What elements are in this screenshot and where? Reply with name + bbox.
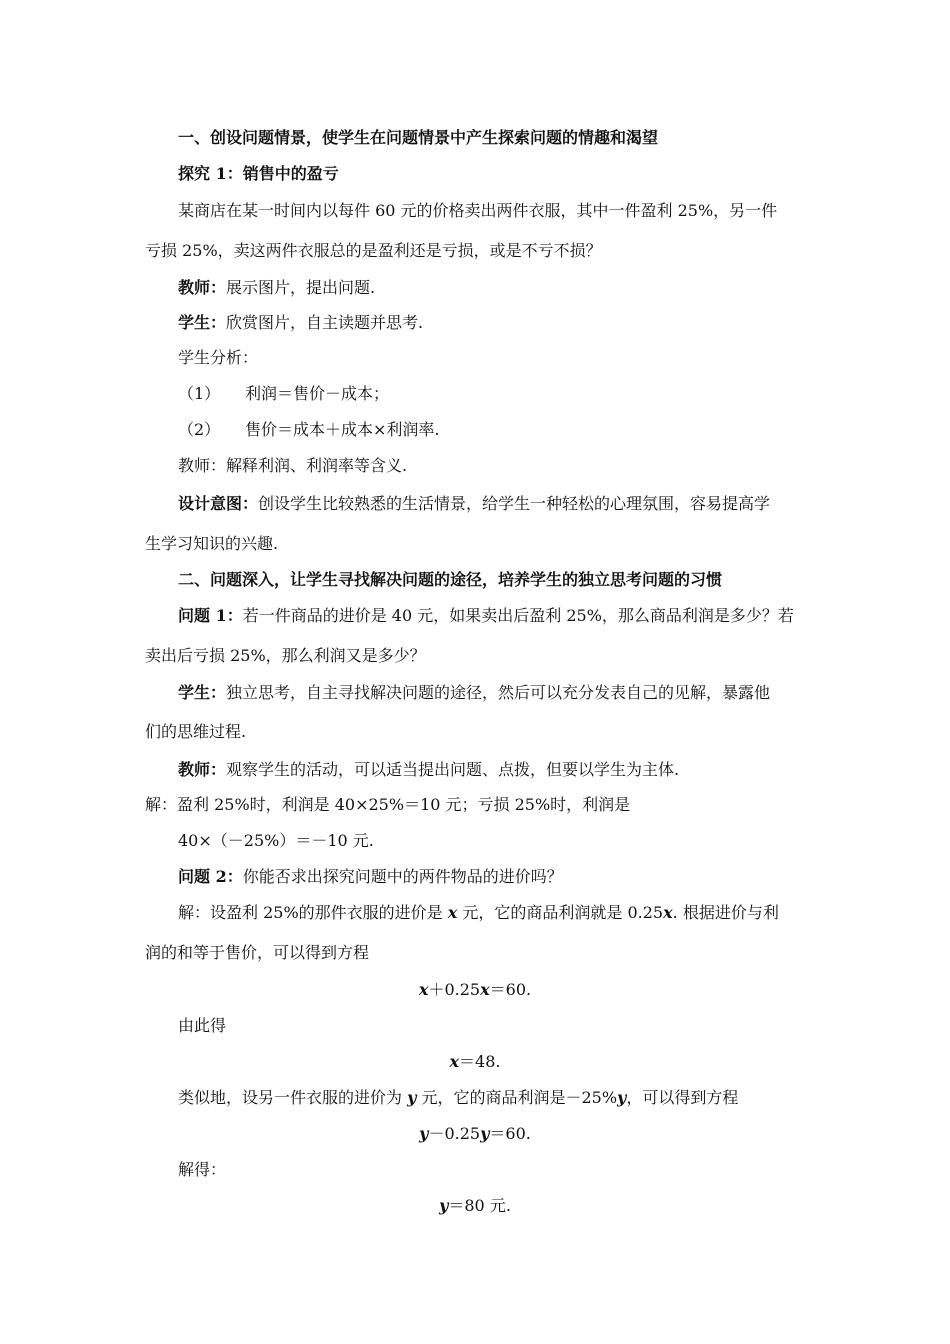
variable-y: y	[439, 1196, 449, 1215]
equation-2	[0, 1052, 950, 1072]
item-number: （2）	[178, 420, 221, 439]
analysis-item-1	[178, 384, 390, 404]
variable-x: x	[480, 980, 490, 999]
design-intent-text: 创设学生比较熟悉的生活情景，给学生一种轻松的心理氛围，容易提高学	[258, 494, 771, 513]
similar-text-c: ，可以得到方程	[626, 1088, 739, 1107]
explore-label: 探究 1：销售中的盈亏	[178, 164, 339, 183]
similar-text-b: 元，它的商品利润是－25%	[416, 1088, 618, 1107]
analysis-label: 学生分析：	[178, 348, 259, 367]
equation-part: ＝60.	[489, 980, 532, 999]
question1-line1	[178, 606, 794, 626]
student-paragraph	[178, 313, 423, 333]
equation-4	[0, 1196, 950, 1216]
therefore-text: 由此得	[178, 1016, 227, 1035]
variable-x: x	[449, 1052, 460, 1071]
item-text: 售价＝成本＋成本×利润率.	[245, 420, 440, 439]
analysis-item-2	[178, 420, 440, 440]
variable-x: x	[418, 980, 429, 999]
teacher-label: 教师：	[178, 278, 227, 297]
question2-text: 你能否求出探究问题中的两件物品的进价吗？	[242, 867, 563, 886]
design-intent-label: 设计意图：	[178, 494, 259, 513]
equation-part: ＋0.25	[428, 980, 481, 999]
similar-line	[178, 1088, 738, 1108]
solution2-line2: 润的和等于售价，可以得到方程	[145, 943, 370, 962]
student-label: 学生：	[178, 313, 227, 332]
student-thinking-line1	[178, 683, 770, 703]
problem-text-line2: 亏损 25%，卖这两件衣服总的是盈利还是亏损，或是不亏不损？	[145, 241, 602, 260]
design-intent-line1	[178, 494, 770, 514]
equation-part: ＝48.	[459, 1052, 501, 1071]
equation-part: －0.25	[428, 1124, 481, 1143]
variable-x: x	[447, 903, 458, 922]
item-text: 利润＝售价－成本；	[245, 384, 390, 403]
student-thinking-line2: 们的思维过程.	[145, 722, 247, 741]
similar-text-a: 类似地，设另一件衣服的进价为	[178, 1088, 408, 1107]
variable-x: x	[663, 903, 673, 922]
solution2-text-b: 元，它的商品利润就是 0.25	[457, 903, 664, 922]
solution2-text-c: . 根据进价与利	[672, 903, 779, 922]
problem-text-line1: 某商店在某一时间内以每件 60 元的价格卖出两件衣服，其中一件盈利 25%，另一件	[178, 201, 778, 220]
equation-part: ＝60.	[489, 1124, 531, 1143]
solution1-line1: 解：盈利 25%时，利润是 40×25%＝10 元；亏损 25%时，利润是	[145, 795, 631, 814]
question1-line2: 卖出后亏损 25%，那么利润又是多少？	[145, 646, 426, 665]
question1-label: 问题 1：	[178, 606, 243, 625]
equation-3	[0, 1124, 950, 1144]
teacher-explain: 教师：解释利润、利润率等含义.	[178, 456, 408, 475]
item-number: （1）	[178, 384, 221, 403]
teacher-text: 展示图片，提出问题.	[226, 278, 376, 297]
teacher-text: 观察学生的活动，可以适当提出问题、点拨，但要以学生为主体.	[226, 760, 680, 779]
variable-y: y	[617, 1088, 627, 1107]
question1-text: 若一件商品的进价是 40 元，如果卖出后盈利 25%，那么商品利润是多少？若	[242, 606, 794, 625]
student-text: 欣赏图片，自主读题并思考.	[226, 313, 424, 332]
solve-label: 解得：	[178, 1160, 227, 1179]
equation-1	[0, 980, 950, 1000]
solution2-line1	[178, 903, 779, 923]
student-label: 学生：	[178, 683, 227, 702]
section1-heading: 一、创设问题情景，使学生在问题情景中产生探索问题的情趣和渴望	[178, 128, 659, 147]
design-intent-line2: 生学习知识的兴趣.	[145, 534, 279, 553]
solution2-text-a: 解：设盈利 25%的那件衣服的进价是	[178, 903, 448, 922]
teacher-paragraph	[178, 278, 375, 298]
student-text: 独立思考，自主寻找解决问题的途径，然后可以充分发表自己的见解，暴露他	[226, 683, 771, 702]
section2-heading: 二、问题深入，让学生寻找解决问题的途径，培养学生的独立思考问题的习惯	[178, 570, 723, 589]
teacher-observe	[178, 760, 679, 780]
solution1-line2: 40×（－25%）＝－10 元.	[178, 831, 374, 850]
variable-y: y	[419, 1124, 429, 1143]
variable-y: y	[407, 1088, 417, 1107]
question2	[178, 867, 563, 887]
teacher-label: 教师：	[178, 760, 227, 779]
variable-y: y	[480, 1124, 490, 1143]
equation-part: ＝80 元.	[448, 1196, 511, 1215]
question2-label: 问题 2：	[178, 867, 243, 886]
